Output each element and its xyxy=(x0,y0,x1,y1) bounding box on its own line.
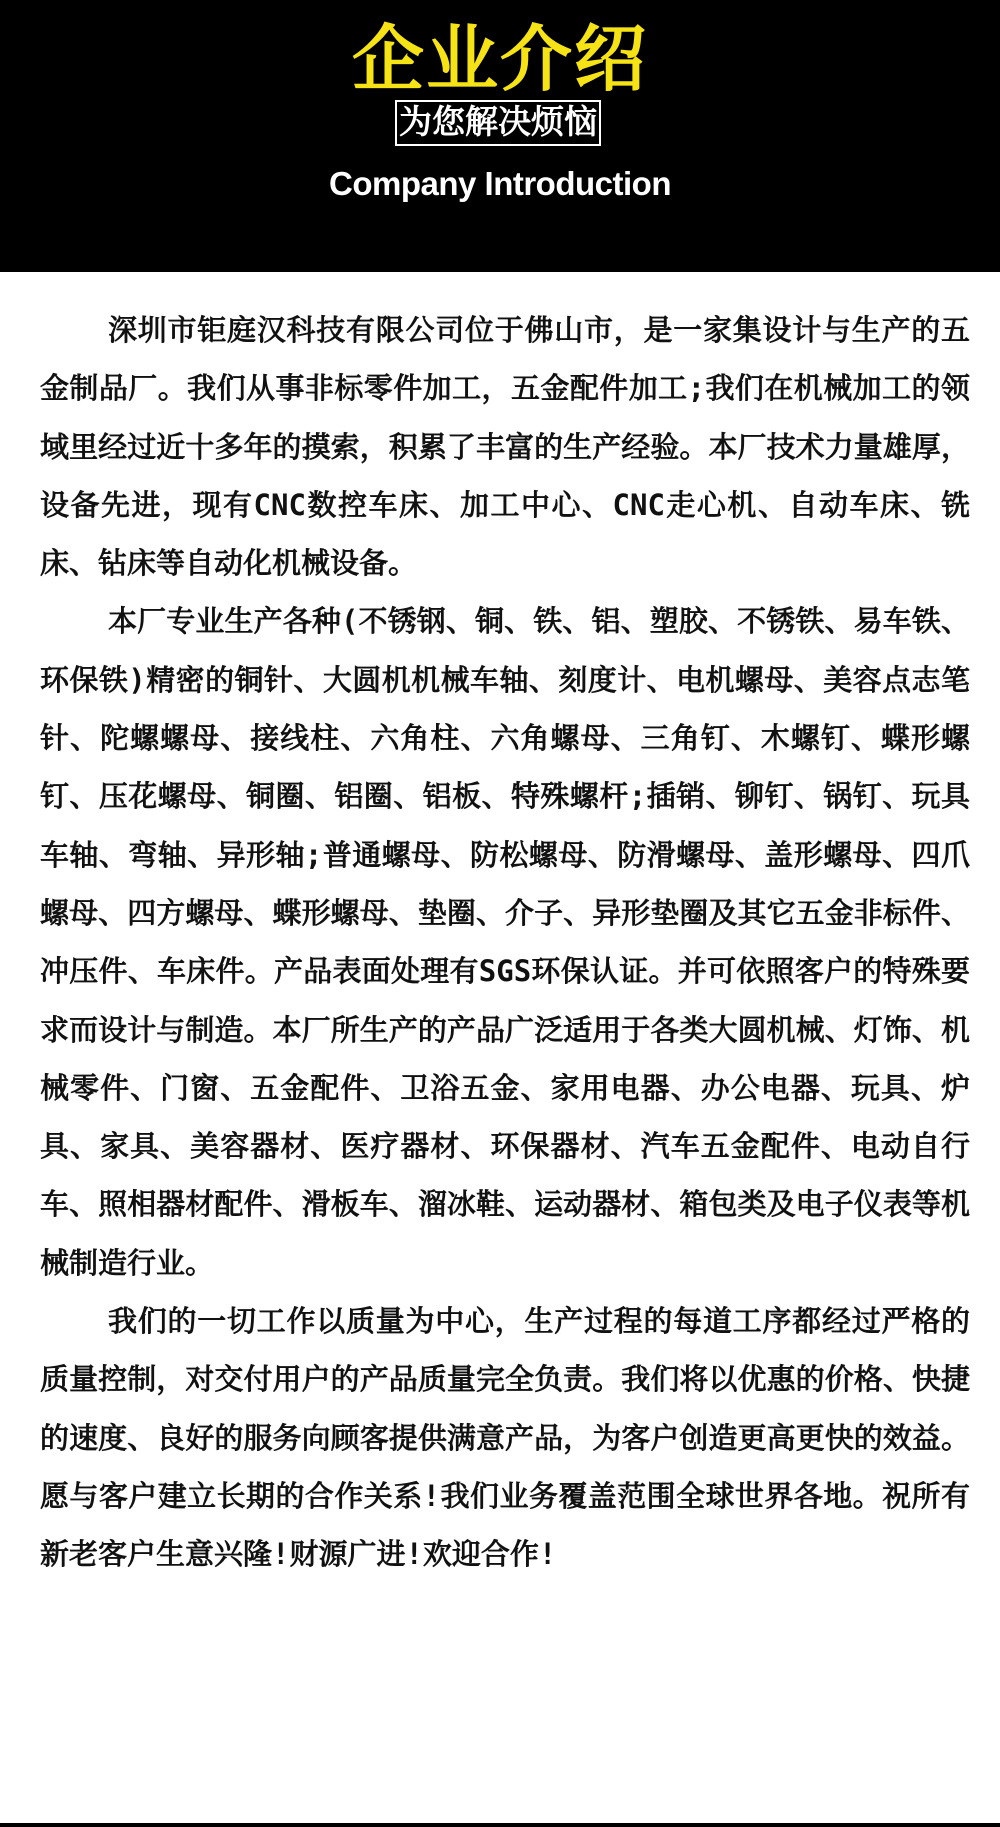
header-banner xyxy=(0,0,1000,272)
intro-paragraph: 深圳市钜庭汉科技有限公司位于佛山市，是一家集设计与生产的五金制品厂。我们从事非标零件加工，五金配件加工;我们在机械加工的领域里经过近十多年的摸索，积累了丰富的生产经验。本厂技术力量雄厚，设备先进，现有CNC数控车床、加工中心、CNC走心机、自动车床、铣床、钻床等自动化机械设备。 xyxy=(40,313,970,581)
products-paragraph: 本厂专业生产各种(不锈钢、铜、铁、铝、塑胶、不锈铁、易车铁、环保铁)精密的铜针、大圆机机械车轴、刻度计、电机螺母、美容点志笔针、陀螺螺母、接线柱、六角柱、六角螺母、三角钉、木螺钉、蝶形螺钉、压花螺母、铜圈、铝圈、铝板、特殊螺杆;插销、铆钉、锅钉、玩具车轴、弯轴、异形轴;普通螺母、防松螺母、防滑螺母、盖形螺母、四爪螺母、四方螺母、蝶形螺母、垫圈、介子、异形垫圈及其它五金非标件、冲压件、车床件。产品表面处理有SGS环保认证。并可依照客户的特殊要求而设计与制造。本厂所生产的产品广泛适用于各类大圆机械、灯饰、机械零件、门窗、五金配件、卫浴五金、家用电器、办公电器、玩具、炉具、家具、美容器材、医疗器材、环保器材、汽车五金配件、电动自行车、照相器材配件、滑板车、溜冰鞋、运动器材、箱包类及电子仪表等机械制造行业。 xyxy=(40,604,970,1280)
company-introduction-text xyxy=(40,301,970,1584)
english-title: Company Introduction xyxy=(329,165,671,202)
quality-paragraph: 我们的一切工作以质量为中心，生产过程的每道工序都经过严格的质量控制，对交付用户的产品质量完全负责。我们将以优惠的价格、快捷的速度、良好的服务向顾客提供满意产品，为客户创造更高更快的效益。愿与客户建立长期的合作关系!我们业务覆盖范围全球世界各地。祝所有新老客户生意兴隆!财源广进!欢迎合作! xyxy=(40,1304,970,1572)
page-title: 企业介绍 xyxy=(351,17,648,101)
subtitle-badge: 为您解决烦恼 xyxy=(395,100,601,146)
bottom-divider xyxy=(0,1823,1000,1827)
